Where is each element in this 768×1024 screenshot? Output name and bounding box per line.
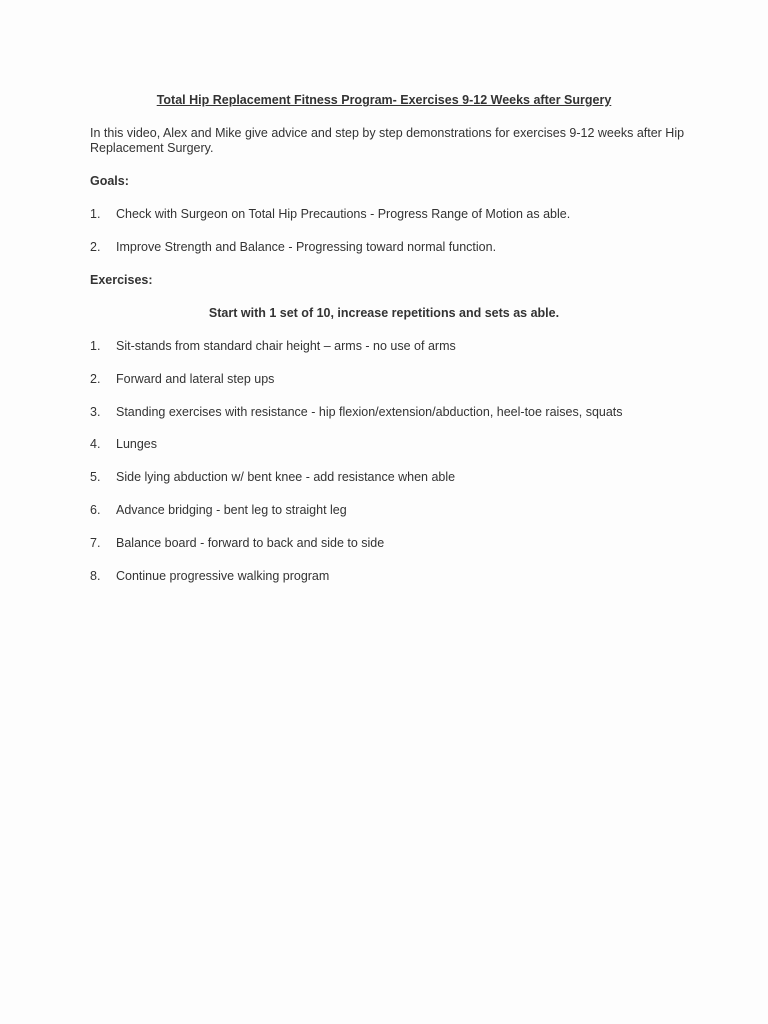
exercise-item [90, 339, 710, 353]
exercise-item [90, 470, 710, 484]
exercise-text: Standing exercises with resistance - hip flexion/extension/abduction, heel-toe raises, squats [116, 405, 623, 419]
exercise-number: 3. [90, 405, 101, 419]
exercise-number: 4. [90, 437, 101, 451]
exercise-text: Forward and lateral step ups [116, 372, 275, 386]
exercise-item [90, 503, 710, 517]
goal-text: Check with Surgeon on Total Hip Precautions - Progress Range of Motion as able. [116, 207, 571, 221]
exercise-number: 5. [90, 470, 101, 484]
exercise-text: Side lying abduction w/ bent knee - add resistance when able [116, 470, 456, 484]
goal-item [90, 240, 710, 254]
exercise-item [90, 405, 710, 419]
goal-number: 1. [90, 207, 101, 221]
exercise-text: Continue progressive walking program [116, 569, 330, 583]
exercise-number: 1. [90, 339, 101, 353]
exercise-text: Sit-stands from standard chair height – arms - no use of arms [116, 339, 456, 353]
exercise-text: Lunges [116, 437, 158, 451]
goal-item [90, 207, 710, 221]
goal-text: Improve Strength and Balance - Progressing toward normal function. [116, 240, 497, 254]
exercise-item [90, 437, 710, 451]
exercise-number: 7. [90, 536, 101, 550]
exercises-heading: Exercises: [90, 273, 153, 287]
exercise-text: Balance board - forward to back and side to side [116, 536, 385, 550]
exercise-text: Advance bridging - bent leg to straight leg [116, 503, 347, 517]
exercise-item [90, 569, 710, 583]
exercise-number: 2. [90, 372, 101, 386]
exercise-item [90, 372, 710, 386]
exercises-subheading: Start with 1 set of 10, increase repetitions and sets as able. [208, 306, 560, 320]
exercise-number: 6. [90, 503, 101, 517]
exercise-item [90, 536, 710, 550]
intro-paragraph: In this video, Alex and Mike give advice and step by step demonstrations for exercises 9-12 weeks after Hip Replacement Surgery. [90, 126, 685, 155]
exercise-number: 8. [90, 569, 101, 583]
goals-heading: Goals: [90, 174, 129, 188]
document-title: Total Hip Replacement Fitness Program- Exercises 9-12 Weeks after Surgery [156, 93, 612, 107]
goal-number: 2. [90, 240, 101, 254]
